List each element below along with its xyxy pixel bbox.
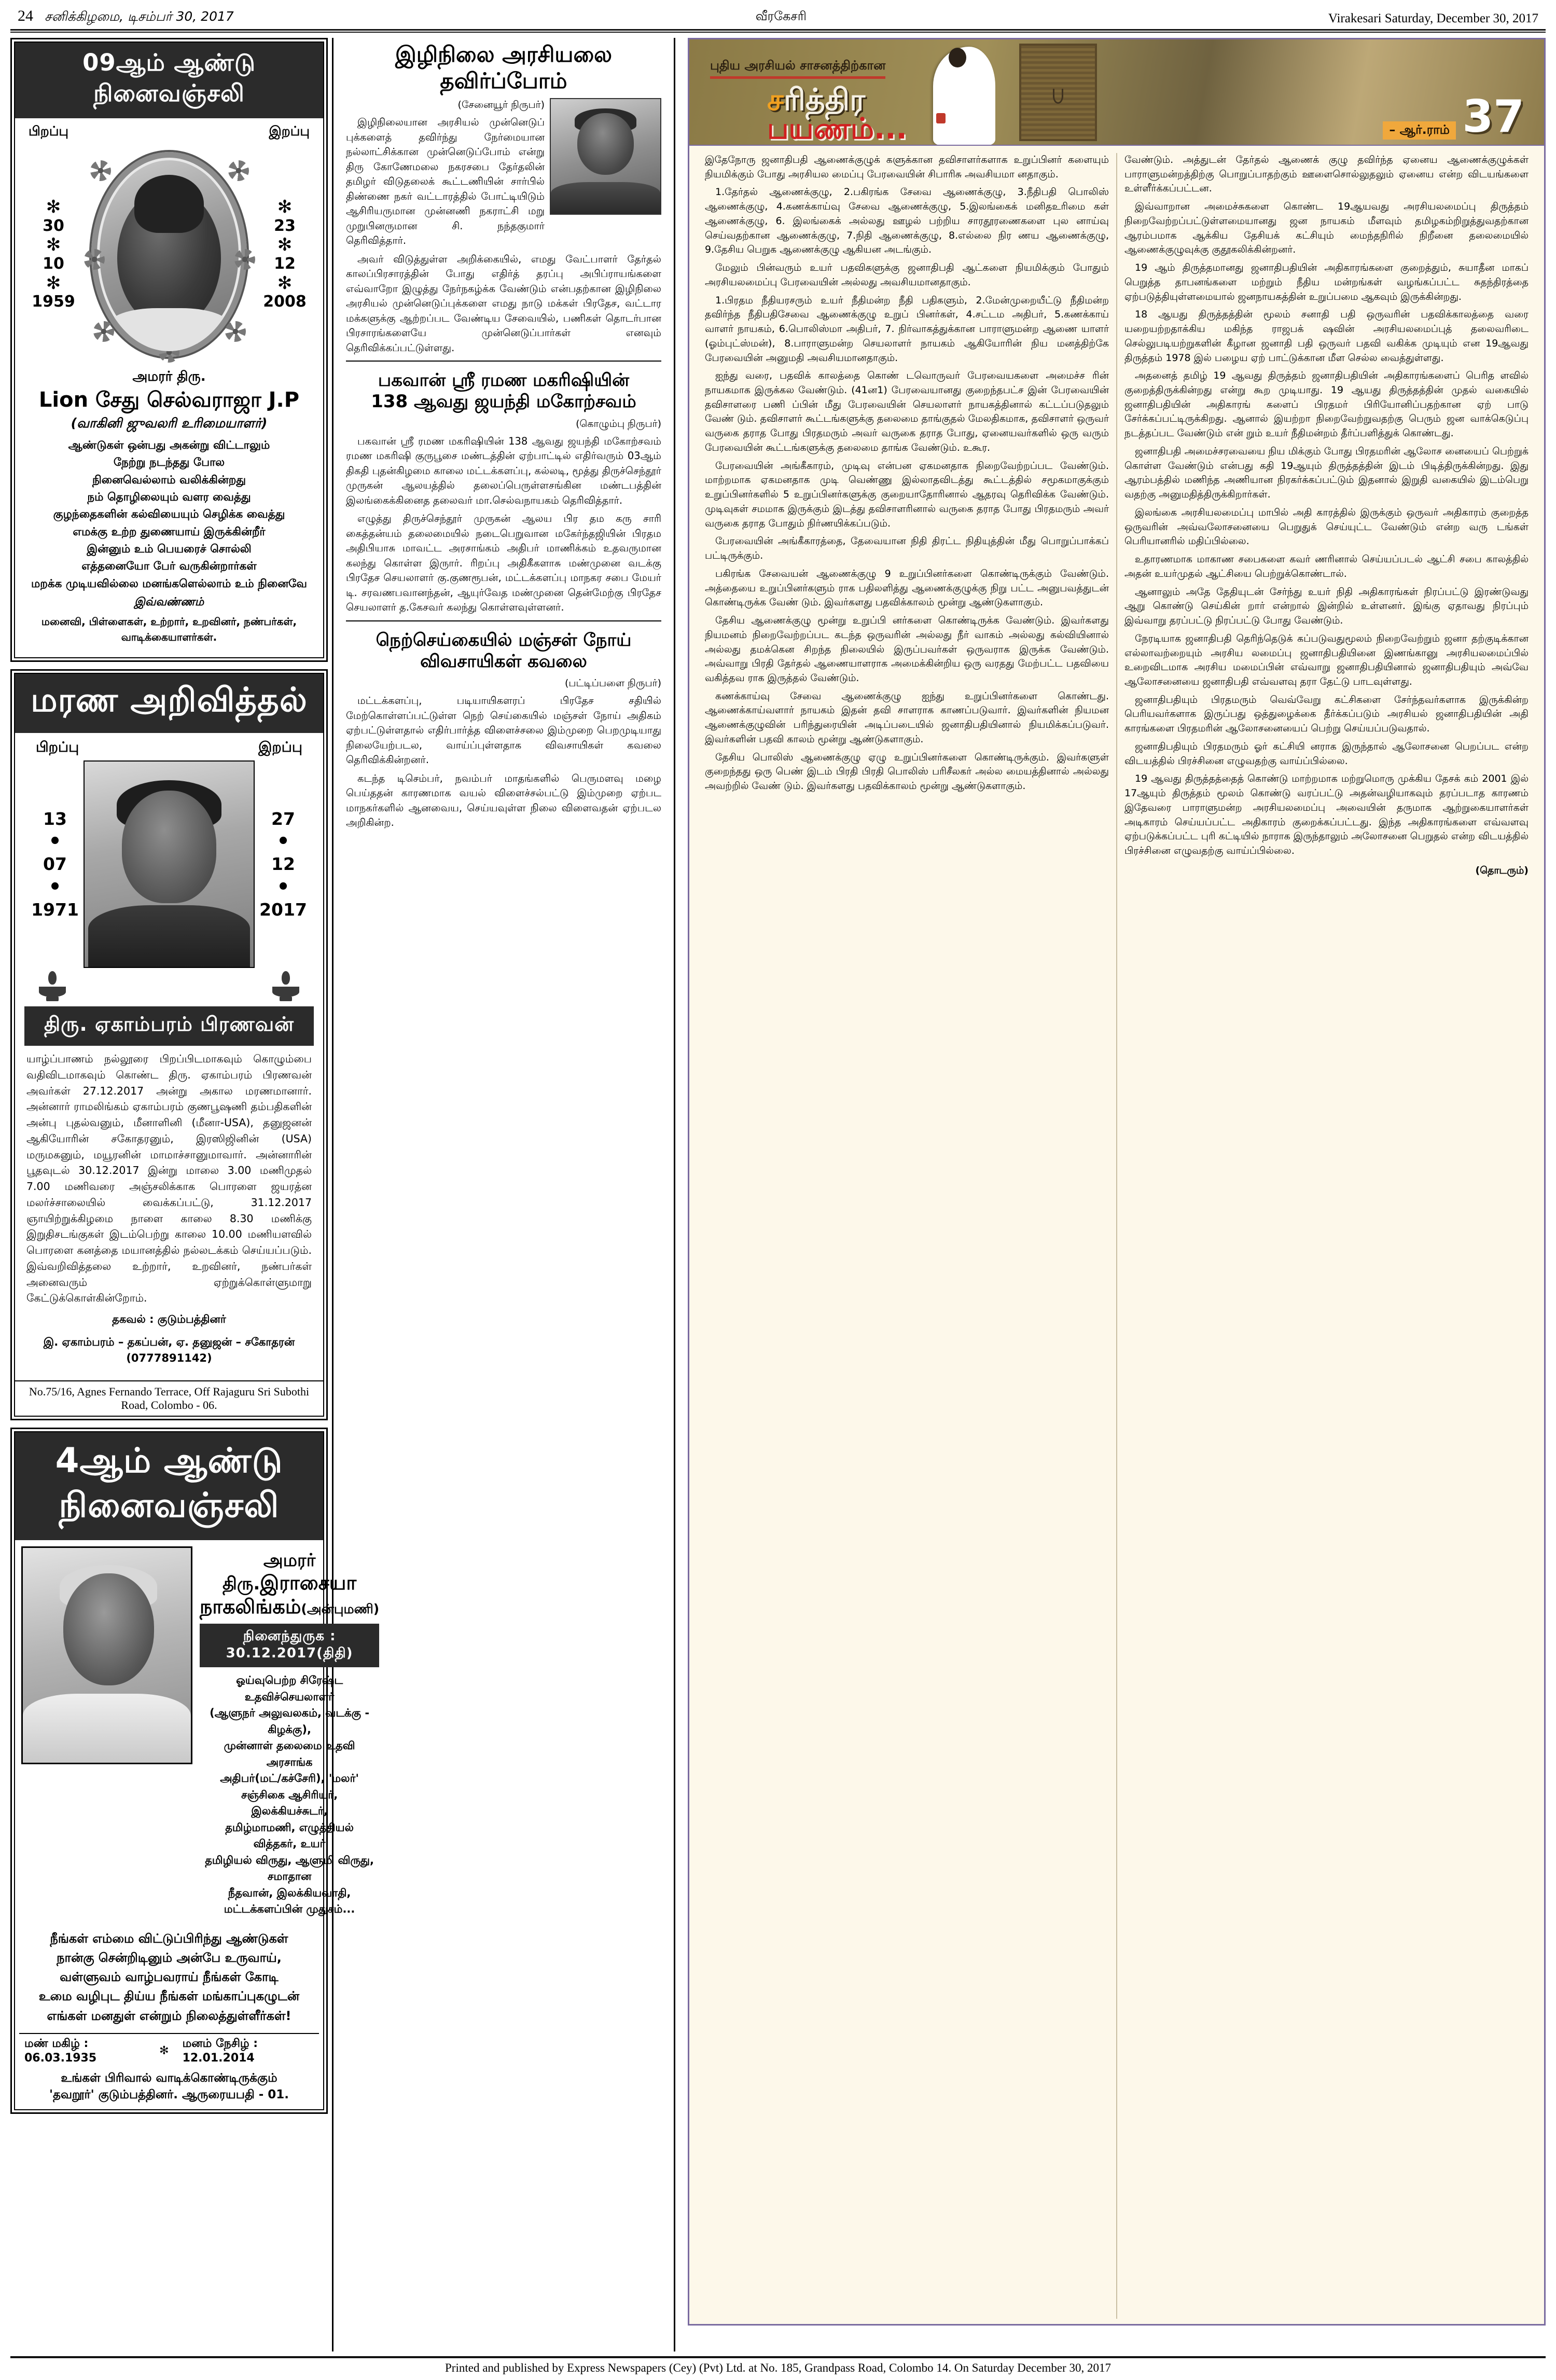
memorial1-verse xyxy=(23,437,315,611)
article3-byline: (பட்டிப்பளை நிருபர்) xyxy=(564,677,661,689)
memorial1-death-month: 12 xyxy=(274,255,296,273)
verse-line: மறக்க முடியவில்லை மனங்களெல்லாம் உம் நினைவே xyxy=(31,577,308,590)
photo-shirt xyxy=(23,1694,191,1762)
column-divider xyxy=(674,38,675,2351)
paragraph: ஜனாதிபதி அமைச்சரவையை நிய மிக்கும் போது பிரதமரின் ஆலோச னையைப் பெற்றுக் கொள்ள வேண்டும் என்பது கதி 19ஆயும் திருத்தத்தின் இடம் பிடித்திருக்கின்றது. இது ஆரம்பத்தில் மணிந்த அணியான நிரகர்க்கப்பட்டும் இதனால் இறுதி வகையில் இடம்பெறு வதற்கு அனுமதித்திருக்கிறார்கள். xyxy=(1124,445,1529,501)
verse-line: நினைவெல்லாம் வலிக்கின்றது xyxy=(92,473,246,487)
memorial1-title: 09ஆம் ஆண்டு நினைவஞ்சலி xyxy=(15,43,323,118)
flower-separator-icon: ✻ xyxy=(277,197,293,218)
memorial4-remember-bar: நினைந்துருக : 30.12.2017(திதி) xyxy=(200,1624,379,1667)
role-line: சஞ்சிகை ஆசிரியர், இலக்கியச்சுடர், xyxy=(241,1788,338,1818)
headline-line2: 138 ஆவது ஜயந்தி மகோற்சவம் xyxy=(371,391,636,412)
role-line: தமிழ்மாமணி, எழுத்தியல் வித்தகர், உயர் xyxy=(225,1821,354,1850)
feature-column-2 xyxy=(1117,153,1536,2319)
column-divider xyxy=(332,38,334,2351)
headline-line1: நெற்செய்கையில் மஞ்சள் நோய் xyxy=(376,629,632,651)
memorial1-birth-year: 1959 xyxy=(32,293,75,311)
footer-rule xyxy=(10,2356,1546,2358)
flower-separator-icon: ✻ xyxy=(277,234,293,256)
born-label: மண் மகிழ் xyxy=(24,2037,80,2050)
birth-month: 07 xyxy=(43,854,67,875)
memorial4-name-paren: (அன்புமணி) xyxy=(301,1601,380,1616)
verse-line: எமக்கு உற்ற துணையாய் இருக்கின்றீர் xyxy=(73,525,266,538)
temple-door-icon xyxy=(1019,44,1097,141)
paragraph: ஜனாதிபதியும் பிரதமரும் வெவ்வேறு கட்சிகளை சேர்ந்தவர்களாக இருக்கின்ற பெரியவர்களாக இருப்பது ஒத்துழைக்கை தீர்க்கப்படும் அரசியல் ஜனாதிபதியின் அதி காரங்களை பிரதமரின் ஆலோசனையைப் பெற்று செய்யப்படுவதால். xyxy=(1124,694,1529,735)
birth-year: 1971 xyxy=(31,899,79,920)
headline-line2: விவசாயிகள் கவலை xyxy=(420,651,587,672)
masthead-paper-english: Virakesari Saturday, December 30, 2017 xyxy=(1328,11,1538,25)
paragraph: கடந்த டிசெம்பர், நவம்பர் மாதங்களில் பெருமளவு மழை பெய்ததன் காரணமாக வயல் விளைச்சல்பட்டு இம்முறை ஏற்பட மாநகர்களில் ஆனவைய, செய்யவுள்ள நிலை விளைவதன் ஏற்படல அறிகின்ற. xyxy=(346,772,661,829)
memorial4-born: மண் மகிழ் : 06.03.1935 xyxy=(24,2037,97,2065)
memorial4-died: மனம் நேசிழ் : 12.01.2014 xyxy=(182,2037,258,2065)
memorial1-birth-dates xyxy=(30,197,77,311)
memorial1-death-label: இறப்பு xyxy=(269,123,310,139)
flower-separator-icon: ✻ xyxy=(46,272,61,294)
family-line1: உங்கள் பிரிவால் வாடிக்கொண்டிருக்கும் xyxy=(61,2071,277,2085)
column-right xyxy=(679,38,1546,2351)
column-middle xyxy=(338,38,670,2351)
role-line: தமிழியல் விருது, ஆளுமி விருது, சமாதான xyxy=(205,1853,374,1883)
memorial4-name-line1: இராசையா xyxy=(260,1571,357,1595)
death-notice-info-label: தகவல் : குடும்பத்தினர் xyxy=(112,1313,226,1326)
portrait-oval-frame xyxy=(91,152,247,357)
death-notice-birth-dates xyxy=(26,809,84,920)
monk-silhouette-icon xyxy=(933,47,995,145)
paragraph: இலங்கை அரசியலமைப்பு மாபில் அதி காரத்தில் இருக்கும் ஒருவர் அதிகாரம் குறைத்த ஒருவரின் அவ்வலோசனையை பெறுதுக் செய்யுட்ட வேண்டும் என்ற வரு டங்கள் பெரியானரில் மதிப்பில்லை. xyxy=(1124,506,1529,547)
death-year: 2017 xyxy=(259,899,307,920)
flower-ornament-icon xyxy=(84,249,105,270)
flower-separator-icon: ✻ xyxy=(46,234,61,256)
photo-body xyxy=(551,182,660,214)
paragraph: பேரவையின் அங்கீகாரம், முடிவு என்பன ஏகமனதாக நிறைவேற்றப்பட வேண்டும். மாற்றமாக ஏகமனதாக முடி வெண்ணு இல்லாதவிடத்து கூட்டத்தில் சமூகமாகுக்கும் உறுப்பினர்களில் 5 உறுப்பினர்களுக்கு குறையாதோரினால் ஆதரவு தெரிவிக்க வேண்டும். முடிவுகள் சமமாக இருக்கும் இடத்து தவிசாளரினால் வருகை தராத போது பிரதமரும் அவர் வருகை தராத போதும் நிர்ணயிக்கப்படும். xyxy=(705,460,1109,529)
feature-author: – ஆர்.ராம் xyxy=(1383,121,1456,140)
page-columns xyxy=(0,33,1556,2351)
flower-ornament-icon xyxy=(228,160,249,181)
flower-separator-icon: ✻ xyxy=(277,272,293,294)
dot-separator-icon: • xyxy=(276,829,290,854)
photo-face xyxy=(577,113,634,175)
paragraph: எழுத்து திருச்செந்தூர் முருகன் ஆலய பிர தம கரு சாரி கைத்தன்யம் தலைமையில் நடைபெறுவான மகேர்ந்தஜியின் பிரதம அதிபியாசு மாவட்ட அரசாங்கம் அதிபர் மாணிக்கம் உதவருமான கலந்து கொள்ள இருார். ரிறப்பு அதிகீகளாசு மண்முனை வடக்கு பிரதேச செயலாளர் கு.குணரூபன், மட்டக்களப்பு மாநகர சபை மேயர் டி. சரவணபவானந்தன், ஆயுர்வேத மண்முனை தென்மேற்கு பிரதேச செயலாளர் த.கேசவர் கலந்து கொள்ளவுள்ளனர். xyxy=(346,513,661,614)
born-date: 06.03.1935 xyxy=(24,2051,97,2065)
memorial1-portrait xyxy=(81,143,257,366)
paragraph: இழிநிலையான அரசியல் முன்னெடுப் புக்களைத் தவிர்ந்து நேர்மையான நல்லாட்சிக்கான முன்னெடுப்போம் என்று திரு கோணேமலை நகரசபை தேர்தலின் தமிழர் விடுதலைக் கூட்டணியின் சார்பில் திண்ணை நகர் வட்டாரத்தில் போட்டியிடும் ஆசிரியருமான முன்னணி நகராட்சி மறு முறுபினருமான சி. நந்தகுமார் தெரிவித்தார். xyxy=(346,116,545,247)
death-notice xyxy=(10,669,328,1420)
masthead-date-tamil: சனிக்கிழமை, டிசம்பர் 30, 2017 xyxy=(45,9,234,24)
death-notice-contacts: இ. ஏகாம்பரம் – தகப்பன், ஏ. தனுஜன் – சகோதரன் (0777891142) xyxy=(43,1335,295,1365)
memorial1-birth-label: பிறப்பு xyxy=(29,123,69,139)
paragraph: 19 ஆவது திருத்தத்தைத் கொண்டு மாற்றமாக மற்றுமொரு முக்கிய தேசக் கம் 2001 இல் 17ஆயும் திருத்தம் மூலம் கொண்டு வரப்பட்டு அதன்வழியாகவும் தரப்படாத காரணம் இதேவரை பாராளுமன்ற அரசியலமைப்பு அவையின் தருமாக ஆற்றுகையாளர்கள் அடிகாரம் செய்யப்பட்ட அதிகாரம் குறைக்கப்பட்டது. இந்த அதிகாரங்களை எவ்வளவு ஏற்படுக்கப்பட்ட புரி கட்டியில் நாராக இருந்தாலும் அலோசனை பெறுதல் என்ற விடயத்தில் பிரச்சினை எழுவதற்கு வாய்ப்பில்லை. xyxy=(1124,773,1529,857)
memorial4-dates-row xyxy=(19,2033,319,2067)
oil-lamp-icon xyxy=(36,971,69,1001)
paragraph: பகவான் ஸ்ரீ ரமண மகரிஷியின் 138 ஆவது ஜயந்தி மகோற்சவம் ரமண மகரிஷி குருபூசை மண்டத்தின் ஏற்பாட்டில் எதிர்வரும் 03ஆம் திகதி புதன்கிழமை காலை மட்டக்களப்பு, கல்லடி, மூத்து திருச்செந்தூர் முருகன் ஆலயத்தில் தலைப்பெருள்ளசங்கின மண்டபத்தின் இலங்கைக்கினைத தலைவர் மா.செல்வநாயகம் தெரிவித்தார். xyxy=(346,435,661,506)
memorial4-photo xyxy=(21,1546,192,1764)
verse-line: ஆண்டுகள் ஒன்பது அகன்று விட்டாலும் xyxy=(68,439,270,452)
verse-line: வள்ளுவம் வாழ்பவராய் நீங்கள் கோடி xyxy=(60,1970,279,1985)
paragraph: 19 ஆம் திருத்தமானது ஜனாதிபதியின் அதிகாரங்களை குறைத்தும், சுயாதீன மாகப் பெறுத்த தாபனங்களை மற்றும் நீதிய மன்றங்கள் வழங்கப்பட்ட சுதந்திரத்தை ஏற்படுத்தியுள்ளமையால் ஜனநாயகத்தின் உறுப்பமை ஆகவும் இருக்கின்றது. xyxy=(1124,262,1529,302)
masthead-left xyxy=(18,7,234,26)
paragraph: இவ்வாறான அமைச்சுகளை கொண்ட 19ஆயவது அரசியலமைப்பு திருத்தம் நிறைவேற்றப்பட்டுள்ளமையானது ஜன நாயகம் மீளவும் தமிழகம்றிறுத்துவதற்கான ஆரம்பமாக ஆக்கிய தேசியக் கட்சியும் மைந்தநிரில் நிறீனை தலைமையில் ஆணைக்குழுவுக்கு குதூகலிக்கின்றனர். xyxy=(1124,201,1529,256)
memorial1-birth-month: 10 xyxy=(43,255,64,273)
feature-article xyxy=(688,38,1546,2326)
role-line: அதிபர்(மட்/கச்சேரி), 'மலர்' xyxy=(220,1772,359,1785)
feature-endnote: (தொடரும்) xyxy=(1475,864,1529,876)
headline-line2: தவிர்ப்போம் xyxy=(440,68,567,94)
death-notice-photo xyxy=(84,760,255,968)
memorial1-honorific: அமரர் திரு. xyxy=(132,369,206,384)
memorial4-verse xyxy=(15,1922,323,2029)
verse-line: எங்கள் மனதுள் என்றும் நிலைத்துள்ளீர்கள்! xyxy=(47,2008,291,2023)
masthead-rule xyxy=(10,29,1546,33)
page-number: 24 xyxy=(18,7,33,24)
memorial1-subtitle: (வாகினி ஜுவலரி உரிமையாளர்) xyxy=(71,416,268,431)
memorial4-name-line2: நாகலிங்கம் xyxy=(200,1595,301,1618)
paragraph: தேசிய பொலிஸ் ஆணைக்குழு ஏழு உறுப்பினர்களை கொண்டிருக்கும். இவர்களுள் குறைந்தது ஒரு பெண் இடம் பிரதி பிரதி பொலிஸ் பரிசீலகர் அல்ல மையத்தினால் அல்லது அவற்றில் வேண் டும். இவர்களது பதவிக்காலம் மூன்று ஆண்டுகளாகும். xyxy=(705,751,1109,792)
verse-line: நேற்று நடந்தது போல xyxy=(113,456,225,469)
paragraph: 1.தேர்தல் ஆணைக்குழு, 2.பகிரங்க சேவை ஆணைக்குழு, 3.நீதிபதி பொலிஸ் ஆணைக்குழு, 4.கணக்காய்வு சேவை ஆணைக்குழு, 5.இலங்கைக் மனிதஉரிமை கள் ஆணைக்குழு, 6. இலங்கைக் அல்லது ஊழல் பற்றிய சாரதூரணைகளை புல னாய்வு செய்வதற்கான ஆணைக்குழு, 7.நிதி ஆணைக்குழு, 8.எல்லை நிர ணய ஆணைக்குழு, 9.தேசிய பெறுக ஆணைக்குழு ஆகியன அடங்கும். xyxy=(705,186,1109,256)
flower-separator-icon: ✻ xyxy=(46,197,61,218)
died-label: மனம் நேசிழ் xyxy=(182,2037,249,2050)
paragraph: வேண்டும். அத்துடன் தேர்தல் ஆணைக் குழு தவிர்ந்த ஏனைய ஆணைக்குழுக்கள் பாராளுமன்றத்திற்கு பொறுப்பாதற்கும் ஊளைசொல்லுதலும் ஏனைய என்ற விடயங்களை உள்ளீர்க்கப்பட்டன. xyxy=(1124,154,1529,195)
flower-ornament-icon xyxy=(90,160,111,181)
feature-kicker: புதிய அரசியல் சாசனத்திற்கான xyxy=(710,58,885,79)
article-divider xyxy=(346,361,661,362)
article1-headline xyxy=(346,38,661,98)
memorial1-death-day: 23 xyxy=(274,216,296,235)
article1-byline: (சேனையூர் நிருபர்) xyxy=(457,99,545,111)
paragraph: பேரவையின் அங்கீகாரத்தை, தேவையான நிதி திரட்ட நிதியுத்தின் மீது பொறுப்பாக்கப் பட்டிருக்கும். xyxy=(705,535,1109,562)
role-line: (ஆளுநர் அலுவலகம், வடக்கு - கிழக்கு), xyxy=(210,1707,370,1736)
masthead-paper-tamil: வீரகேசரி xyxy=(755,9,807,23)
article-degraded-politics xyxy=(346,38,661,355)
paragraph: மட்டக்களப்பு, படியாயிகளரப் பிரதேச சதியில் மேற்கொள்ளப்பட்டுள்ள நெற் செய்கையில் மஞ்சள் நோய் அதிகம் ஏற்பட்டுள்ளதால் எதிர்பார்த்த விளைச்சலை இம்முறை பெறமுடியாது நிலையேற்படல, வாய்ப்புள்ளதாக விவசாயிகள் கவலை தெரிவிக்கின்றனர். xyxy=(346,695,661,766)
paragraph: இதேநோரு ஜனாதிபதி ஆணைக்குழுக் களுக்கான தவிசாளர்களாக உறுப்பினர் களையும் நியமிக்கும் போது அரசியல மைப்பு பேரவையின் சிபாரிசு அவசியமா னதாகும். xyxy=(705,154,1109,180)
memorial1-name: Lion சேது செல்வராஜா J.P xyxy=(38,388,300,412)
memorial1-death-dates xyxy=(261,197,309,311)
feature-title-rest: ரித்திர xyxy=(784,82,866,117)
page-footer xyxy=(0,2356,1556,2380)
death-notice-address: No.75/16, Agnes Fernando Terrace, Off Rajaguru Sri Subothi Road, Colombo - 06. xyxy=(15,1380,323,1416)
feature-column-1 xyxy=(698,153,1117,2319)
photo-face xyxy=(122,791,217,904)
memorial1-death-year: 2008 xyxy=(263,293,307,311)
lamp-row xyxy=(22,968,316,1001)
feature-banner xyxy=(689,39,1544,146)
feature-issue-number: 37 xyxy=(1462,91,1524,143)
paragraph: பகிரங்க சேவையன் ஆணைக்குழு 9 உறுப்பினர்களை கொண்டிருக்கும் வேண்டும். அத்தையை உறுப்பினர்களும் ராக பதிலளித்து ஆணைக்குழுக்கு நிறு பட்ட அனுபவத்துடன் கொண்டிருக்க வேண் டும். இவர்களது பதவிக்காலம் மூன்று ஆண்டுகளாகும். xyxy=(705,568,1109,608)
paragraph: தேசிய ஆணைக்குழு மூன்று உறுப்பி னர்களை கொண்டிருக்க வேண்டும். இவர்களது நியமனம் நிறைவேற்றப்பட கடந்த ஒருவரின் அல்லது நீர் வாகம் அல்லது கல்வியினால் அல்லது தமக்கென சிறந்த நிலையில் இருப்பவர்கள் ஒருவராக இருக்க வேண்டும். அவ்வாறு பிரதி தேர்தல் ஆணையாளராக அமைக்கின்றிய ஒரு வரதது மேற்பட்ட பதவியை வகித்தவ ராக இருத்தல் வேண்டும். xyxy=(705,615,1109,684)
paragraph: ஐந்து வரை, பதவிக் காலத்தை கொண் டவொருவர் பேரவையகளை அமைச்ச ரின் நாயகமாக இருக்கல வேண்டும். (41ன1) பேரவையானது குறைந்தபட்ச இன் பேரவையின் தவிசாளரை பணி ப்பின் மீது பேரவையின் செயலாளர் நாயகத்தினால் கட்டப்படுதலும் வேண் டும். தவிசாளர் கூட்டங்களுக்கு தலைமை தாங்குதல் மேலதிகமாக, தவிசாளர் ஒருவர் வருகை தராத போது பிரதமரும் அவர் வருகை தராத போது, ஏனையவர்களில் ஒரு வரும் பேரவையின் கூட்டங்களுக்கு தலைமை தாங்க வேண்டும். உகூர. xyxy=(705,370,1109,453)
role-line: ஓய்வுபெற்ற சிரேஷ்ட உதவிச்செயலாளர் xyxy=(236,1674,343,1703)
verse-line: எத்தனையோ பேர் வருகின்றார்கள் xyxy=(81,560,257,573)
verse-line: நம் தொழிலையும் வளர வைத்து xyxy=(87,490,251,504)
memorial-notice-4th-year xyxy=(10,1428,380,2114)
paragraph: அவர் விடுத்துள்ள அறிக்கையில், எமது வேட்பாளர் தேர்தல் காலப்பிரசாரத்தின் போது எதிர்த் தரப்பு அபிப்ராயங்களை எவ்வாறோ இழுத்து நேர்நகழ்க்க வேண்டும் என்பதற்கான இழிநிலை அரசியல் முன்னெடுப்புக்களை எமது நாடு மக்கள் பிரதேச, வட்டார மக்களுக்கு ஆற்றப்பட வேண்டிய சேவையில், பணிகள் தொடர்பான பிரசாரங்களையே முன்னெடுப்பார்கள் எனவும் தெரிவிக்கப்பட்டுள்ளது. xyxy=(346,253,661,354)
feature-columns xyxy=(689,146,1544,2324)
article1-photo xyxy=(550,98,661,215)
photo-face xyxy=(63,1573,154,1685)
article2-byline: (கொழும்பு நிருபர்) xyxy=(576,418,661,430)
memorial4-family xyxy=(15,2067,323,2109)
memorial4-honorific-line xyxy=(200,1546,379,1595)
family-line2: 'தவறூர்' குடும்பத்தினர். ஆருரையபதி - 01. xyxy=(49,2087,289,2101)
role-line: நீதவான், இலக்கியவாதி, மட்டக்களப்பின் முதுசம்... xyxy=(224,1886,355,1916)
memorial4-name-line2-wrap xyxy=(200,1595,379,1619)
column-left xyxy=(10,38,380,2351)
masthead xyxy=(0,0,1556,29)
oil-lamp-icon xyxy=(269,971,302,1001)
verse-line: குழந்தைகளின் கல்வியையும் செழிக்க வைத்து xyxy=(53,508,285,521)
article2-headline xyxy=(346,367,661,417)
article-paddy-yellow-disease xyxy=(346,627,661,831)
dot-separator-icon: • xyxy=(276,875,290,899)
paragraph: 1.பிரதம நீதியரசரும் உயர் நீதிமன்ற நீதி பதிகளும், 2.மேன்முறையீட்டு நீதிமன்ற தவிர்ந்த நீதிபதிசேவை ஆணைக்குழு உறுப் பினர்கள், 4.சட்டம அதிபர், 5.கணக்காய் வாளர் நாயகம், 6.பொலிஸ்மா அதிபர், 7. நிர்வாகத்துக்கான பாராளுமன்ற ஆணை யாளர் (ஓம்புட்ஸ்மன்), 8.பாராளுமன்ற செயலாளர் நாயகம் ஆகியோரின் நிய மனத்திற்கே பேரவையின் அனுமதி அவசியமானதாகும். xyxy=(705,294,1109,364)
memorial-notice-09th-year xyxy=(10,38,328,662)
feature-title-accent: ச xyxy=(767,82,784,117)
verse-line: நான்கு சென்றிடினும் அன்பே உருவாய், xyxy=(57,1950,282,1965)
death-month: 12 xyxy=(271,854,295,875)
paragraph: ஜனாதிபதியும் பிரதமரும் ஓர் கட்சியி னராக இருந்தால் ஆலோசனை பெறப்பட என்ற விடயத்தில் பிரச்சினை எழுவதற்கு வாய்ப்பில்லை. xyxy=(1124,740,1529,767)
article-ramana-jayanthi xyxy=(346,367,661,615)
role-line: முன்னாள் தலைமை உதவி அரசாங்க xyxy=(224,1739,355,1768)
paragraph: அதனைத் தமிழ் 19 ஆவது திருத்தம் ஜனாதிபதியின் அதிகாரங்களைப் பெரித ளவில் குறைத்திருக்கின்றது என்று கூற முடியாது. 19 ஆயது திருத்தத்தின் முதல் வகையில் ஜனாதிபதியின் அதிகாரங் களைப் பிரதமர் பிரியோனிப்பதற்கான ஏற் பாடு சேர்க்கப்பட்டிருக்கிறது. ஆனால் இயற்றா நிறைவேற்றுவதற்கு பெரும் ஜன வாக்கெடுப்பு நடத்தப்பட வேண்டும் என் றும் உயர் நீதிமன்றம் தீர்ப்பளித்துக் கொண்டது. xyxy=(1124,370,1529,439)
verse-line: உமை வழிபுட திய்ய நீங்கள் மங்காப்புகழுடன் xyxy=(38,1989,300,2004)
memorial4-title: 4ஆம் ஆண்டு நினைவஞ்சலி xyxy=(15,1432,323,1540)
article3-headline xyxy=(346,627,661,677)
flower-ornament-icon xyxy=(234,249,255,270)
memorial1-signoff: இவ்வண்ணம் xyxy=(134,595,204,608)
footer-imprint: Printed and published by Express Newspapers (Cey) (Pvt) Ltd. at No. 185, Grandpass Road, Colombo 14. On Saturday December 30, 2017 xyxy=(445,2361,1111,2374)
photo-torso xyxy=(88,905,251,967)
headline-line1: பகவான் ஸ்ரீ ரமண மகரிஷியின் xyxy=(378,369,630,391)
birth-day: 13 xyxy=(43,808,67,829)
paragraph: நேரடியாக ஜனாதிபதி தெரிந்தெடுக் கப்படுவதுமூலம் நிறைவேற்றும் ஜனா தற்குடிக்கான எல்லாவற்றையும் அரசிய லமைப்பு ஜனாதிபதியினை இணங்கானு அரசியலமைப்பில் உறைவிடமாக அரசிய மமைப்பின் எவ்வாறு ஜனாதிபதியினால் ஜனாதிபதியும் அவ்வே ஆலோசனையை ஜனாதிபதி எவ்வளவு தரா தேட்டு பாடவுள்ளது. xyxy=(1124,632,1529,687)
paragraph: கணக்காய்வு சேவை ஆணைக்குழு ஐந்து உறுப்பினர்களை கொண்டது. ஆணைக்காய்வளார் நாயகம் இதன் தவி சாளராக காணப்படுவார். இவர்களின் நியமன ஆணைக்குழுவின் பரிந்துரையின் அடிப்படையில் ஜனாதிபதியினால் நியமிக்கப்படுவர். இவர்களின் பதவி காலம் மூன்று ஆண்டுகளாகும். xyxy=(705,690,1109,745)
dot-separator-icon: • xyxy=(48,829,62,854)
death-notice-body: யாழ்ப்பாணம் நல்லூரை பிறப்பிடமாகவும் கொழும்பை வதிவிடமாகவும் கொண்ட திரு. ஏகாம்பரம் பிரணவன் அவர்கள் 27.12.2017 அன்று அகால மரணமானார். அன்னார் ராமலிங்கம் ஏகாம்பரம் குணபூஷணி தம்பதிகளின் அன்பு புதல்வனும், மீனாளினி (மீனா-USA), தனுஜனன் ஆகியோரின் சகோதரனும், இரஸிஜினின் (USA) மருமகனும், மயூரனின் மாமாச்சானுமாவார். அன்னாரின் பூதவுடல் 30.12.2017 இன்று மாலை 3.00 மணிமுதல் 7.00 மணிவரை அஞ்சலிக்காக பொரளை ஜயரத்ன மலர்ச்சாலையில் வைக்கப்பட்டு, 31.12.2017 ஞாயிற்றுக்கிழமை நாளை காலை 8.30 மணிக்கு இறுதிசடங்குகள் இடம்பெற்று காலை 10.00 மணியளவில் பொரளை கனத்தை மயானத்தில் நல்லடக்கம் செய்யப்படும். இவ்வறிவித்தலை உற்றார், உறவினர், நண்பர்கள் அனைவரும் ஏற்றுக்கொள்ளுமாறு கேட்டுக்கொள்கின்றோம். xyxy=(26,1053,312,1305)
memorial1-from: மனைவி, பிள்ளைகள், உற்றார், உறவினர், நண்பர்கள், வாடிக்கையாளர்கள். xyxy=(41,615,297,644)
memorial1-birth-day: 30 xyxy=(43,216,64,235)
paragraph: 18 ஆயது திருத்தத்தின் மூலம் சனாதி பதி ஒருவரின் பதவிக்காலத்தை வரை யறையற்றதாக்கிய மகிந்த ராஜபக் ஷவின் அரசியலமைப்புத் தலைவரிடை செல்லுபடியற்றுகளின் கீழான ஜனாதி பதி ஒருவர் பதவி வகிக்க முடியும் என 19ஆவது திருத்தம் 1978 இல் பழைய ஏற் பாட்டுக்கான மீள செல்ல வைத்துள்ளது. xyxy=(1124,309,1529,364)
paragraph: மேலும் பின்வரும் உயர் பதவிகளுக்கு ஜனாதிபதி ஆட்களை நியமிக்கும் போதும் அரசியலமைப்பு பேரவையின் அல்லது அவசியமானதாகும். xyxy=(705,262,1109,288)
headline-line1: இழிநிலை அரசியலை xyxy=(395,41,613,67)
portrait-collar xyxy=(108,308,230,351)
death-notice-birth-label: பிறப்பு xyxy=(36,739,79,756)
death-notice-title: மரண அறிவித்தல் xyxy=(15,674,323,733)
dot-separator-icon: • xyxy=(48,875,62,899)
portrait-hair xyxy=(134,175,203,233)
article-divider xyxy=(346,620,661,621)
verse-line: நீங்கள் எம்மை விட்டுப்பிரிந்து ஆண்டுகள் xyxy=(50,1931,288,1946)
article2-body xyxy=(346,434,661,615)
death-day: 27 xyxy=(271,808,295,829)
paragraph: ஆனாலும் அதே தேதியுடன் சேர்ந்து உயர் நிதி அதிகாரங்கள் நிரப்பட்டு இரண்டுவது ஆறு கொண்டு செய்கின் றார் என்றால் இன்றில் உள்ளனர். இங்கு ஏதாவது நிரப்பும் இவ்வாறு தரப்பட்டு நிரப்பட்டு போது வேண்டும். xyxy=(1124,586,1529,627)
feature-title-line2: பயணம்... xyxy=(767,112,907,146)
death-notice-death-dates xyxy=(255,809,312,920)
died-date: 12.01.2014 xyxy=(182,2051,255,2065)
verse-line: இன்னும் உம் பெயரைச் சொல்லி xyxy=(87,542,252,556)
death-notice-death-label: இறப்பு xyxy=(258,739,302,756)
paragraph: உதாரணமாக மாகாண சபைகளை கவர் ணரினால் செய்யப்படல் ஆட்சி சபை காலத்தில் அதன் உயர்முதல் ஆட்சியை பெற்றுக்கொண்டால். xyxy=(1124,554,1529,579)
death-notice-name: திரு. ஏகாம்பரம் பிரணவன் xyxy=(24,1006,314,1046)
article3-body xyxy=(346,694,661,830)
memorial4-roles xyxy=(200,1667,379,1918)
flower-separator-icon: ✻ xyxy=(159,2044,169,2057)
memorial4-honorific: அமரர் திரு. xyxy=(223,1549,316,1595)
